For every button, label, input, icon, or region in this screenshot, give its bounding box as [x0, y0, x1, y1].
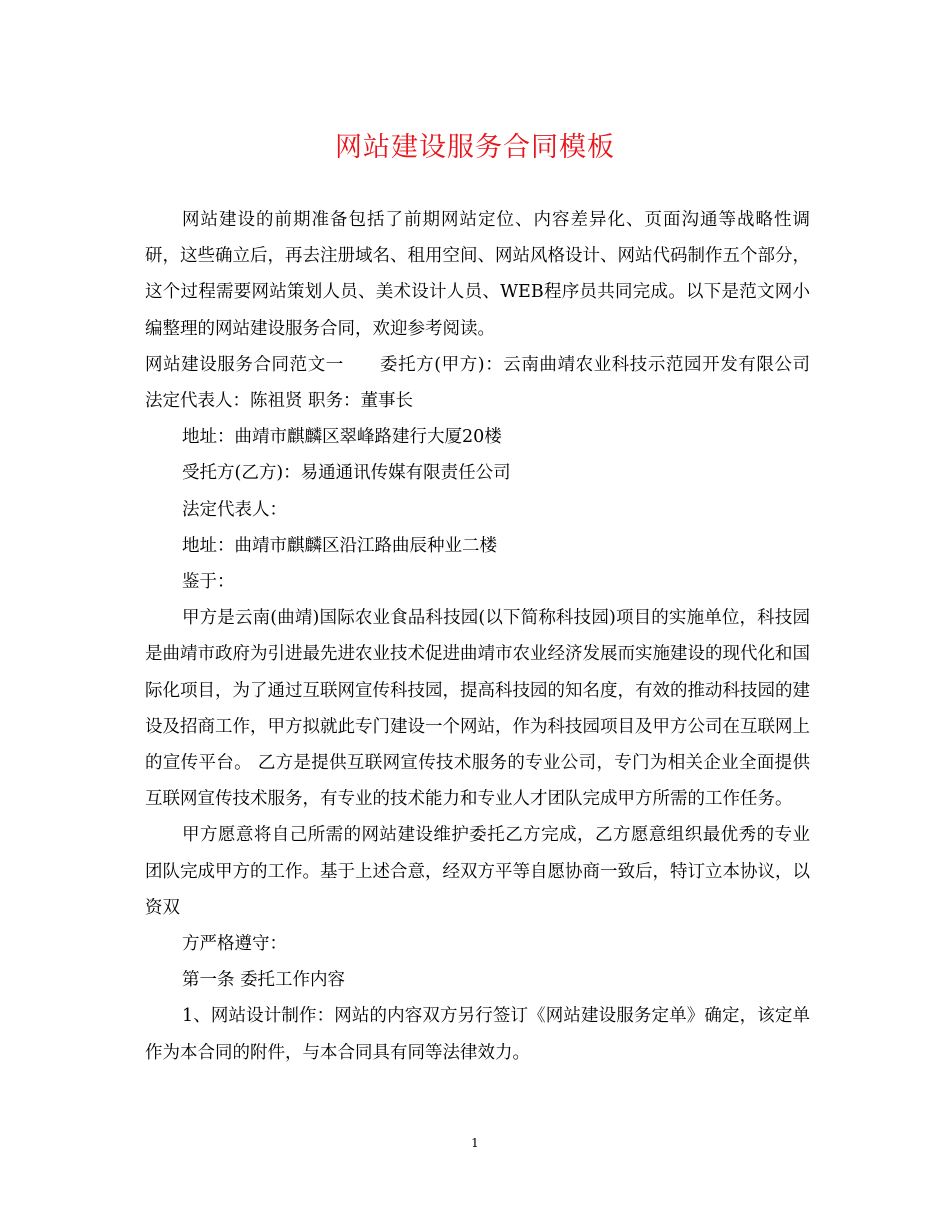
contract-parties-paragraph: 网站建设服务合同范文一 委托方(甲方)：云南曲靖农业科技示范园开发有限公司 法定代表人：陈祖贤 职务：董事长	[145, 354, 810, 412]
party-b-address: 地址：曲靖市麒麟区沿江路曲辰种业二楼	[182, 535, 497, 556]
agreement-continuation: 方严格遵守：	[182, 934, 287, 955]
agreement-paragraph: 甲方愿意将自己所需的网站建设维护委托乙方完成，乙方愿意组织最优秀的专业团队完成甲方的工作。基于上述合意，经双方平等自愿协商一致后，特订立本协议，以资双	[145, 825, 810, 918]
page-number: 1	[471, 1136, 479, 1150]
party-b-legal-rep: 法定代表人：	[182, 499, 287, 520]
article-one-clause-1: 1、网站设计制作：网站的内容双方另行签订《网站建设服务定单》确定，该定单作为本合同的附件，与本合同具有同等法律效力。	[145, 1006, 810, 1063]
intro-paragraph: 网站建设的前期准备包括了前期网站定位、内容差异化、页面沟通等战略性调研，这些确立后，再去注册域名、租用空间、网站风格设计、网站代码制作五个部分，这个过程需要网站策划人员、美术设计人员、WEB程序员共同完成。以下是范文网小编整理的网站建设服务合同，欢迎参考阅读。	[145, 210, 810, 339]
whereas-paragraph: 甲方是云南(曲靖)国际农业食品科技园(以下简称科技园)项目的实施单位，科技园是曲靖市政府为引进最先进农业技术促进曲靖市农业经济发展而实施建设的现代化和国际化项目，为了通过互联网宣传科技园，提高科技园的知名度，有效的推动科技园的建设及招商工作，甲方拟就此专门建设一个网站，作为科技园项目及甲方公司在互联网上的宣传平台。 乙方是提供互联网宣传技术服务的专业公司，专门为相关企业全面提供互联网宣传技术服务，有专业的技术能力和专业人才团队完成甲方所需的工作任务。	[145, 608, 810, 810]
article-one-heading: 第一条 委托工作内容	[182, 970, 346, 991]
party-b-name: 受托方(乙方)：易通通讯传媒有限责任公司	[182, 463, 511, 484]
party-a-address: 地址：曲靖市麒麟区翠峰路建行大厦20楼	[182, 427, 502, 448]
document-title: 网站建设服务合同模板	[335, 132, 615, 163]
document-body	[145, 202, 810, 1071]
whereas-heading: 鉴于：	[182, 572, 235, 593]
